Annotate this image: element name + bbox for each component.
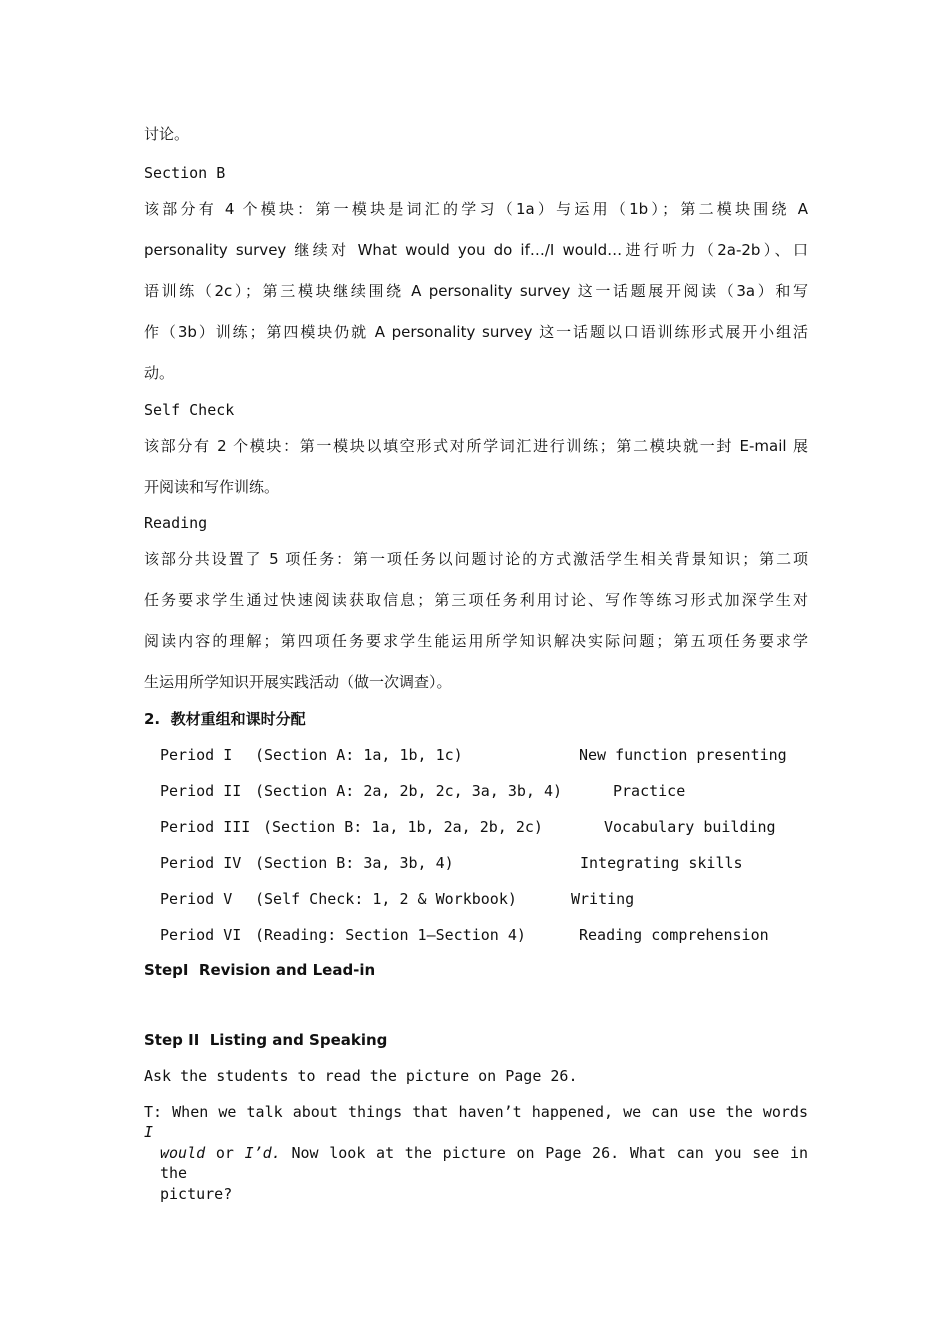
period-focus: Integrating skills [580, 854, 743, 872]
step-2-heading: Step II Listing and Speaking [144, 1031, 388, 1049]
section-b-heading: Section B [144, 164, 226, 182]
self-check-heading: Self Check [144, 401, 235, 419]
self-check-paragraph-line: 该部分有 2 个模块：第一模块以填空形式对所学词汇进行训练；第二模块就一封 E-mail 展 [144, 437, 808, 455]
period-name: Period I [160, 746, 233, 764]
reading-paragraph-line: 生运用所学知识开展实践活动（做一次调查）。 [144, 673, 452, 691]
period-name: Period VI [160, 926, 242, 944]
period-content: (Section A: 1a, 1b, 1c) [255, 746, 463, 764]
teacher-text: or [215, 1144, 234, 1162]
period-content: (Section B: 3a, 3b, 4) [255, 854, 454, 872]
reading-heading: Reading [144, 514, 208, 532]
step-2-instruction: Ask the students to read the picture on Page 26. [144, 1067, 578, 1085]
self-check-paragraph-line: 开阅读和写作训练。 [144, 478, 280, 496]
step-1-heading: StepⅠ Revision and Lead-in [144, 961, 376, 979]
period-focus: Practice [613, 782, 686, 800]
teacher-text: Now look at the picture on Page 26. What can you see in the [160, 1144, 809, 1182]
reading-paragraph-line: 任务要求学生通过快速阅读获取信息；第三项任务利用讨论、写作等练习形式加深学生对 [144, 591, 808, 609]
period-content: (Reading: Section 1—Section 4) [255, 926, 526, 944]
teacher-line [144, 1102, 808, 1142]
reading-paragraph-line: 该部分共设置了 5 项任务：第一项任务以问题讨论的方式激活学生相关背景知识；第二项 [144, 550, 808, 568]
teacher-line [160, 1143, 808, 1183]
period-focus: Reading comprehension [579, 926, 769, 944]
section-b-paragraph-line: 动。 [144, 364, 175, 382]
italic-word: would [160, 1144, 206, 1162]
period-content: (Section B: 1a, 1b, 2a, 2b, 2c) [263, 818, 543, 836]
teacher-line: picture? [160, 1185, 233, 1203]
period-focus: Writing [571, 890, 635, 908]
period-name: Period II [160, 782, 242, 800]
period-focus: New function presenting [579, 746, 787, 764]
period-name: Period V [160, 890, 233, 908]
teacher-text: T: When we talk about things that haven’t happened, we can use the words [144, 1103, 808, 1121]
section-2-heading: 2. 教材重组和课时分配 [144, 710, 306, 728]
italic-word: I [144, 1123, 154, 1141]
period-content: (Section A: 2a, 2b, 2c, 3a, 3b, 4) [255, 782, 563, 800]
section-b-paragraph-line: 语训练（2c）；第三模块继续围绕 A personality survey 这一话题展开阅读（3a）和写 [144, 282, 808, 300]
italic-word: I’d. [244, 1144, 281, 1162]
period-name: Period IV [160, 854, 242, 872]
text-line: 讨论。 [144, 125, 190, 143]
section-b-paragraph-line: 作（3b）训练；第四模块仍就 A personality survey 这一话题以口语训练形式展开小组活 [144, 323, 808, 341]
reading-paragraph-line: 阅读内容的理解；第四项任务要求学生能运用所学知识解决实际问题；第五项任务要求学 [144, 632, 808, 650]
period-focus: Vocabulary building [604, 818, 776, 836]
section-b-paragraph-line: 该部分有 4 个模块：第一模块是词汇的学习（1a）与运用（1b）；第二模块围绕 A [144, 200, 808, 218]
period-name: Period III [160, 818, 251, 836]
period-content: (Self Check: 1, 2 & Workbook) [255, 890, 517, 908]
section-b-paragraph-line: personality survey 继续对 What would you do if…/I would…进行听力（2a-2b）、口 [144, 241, 808, 259]
